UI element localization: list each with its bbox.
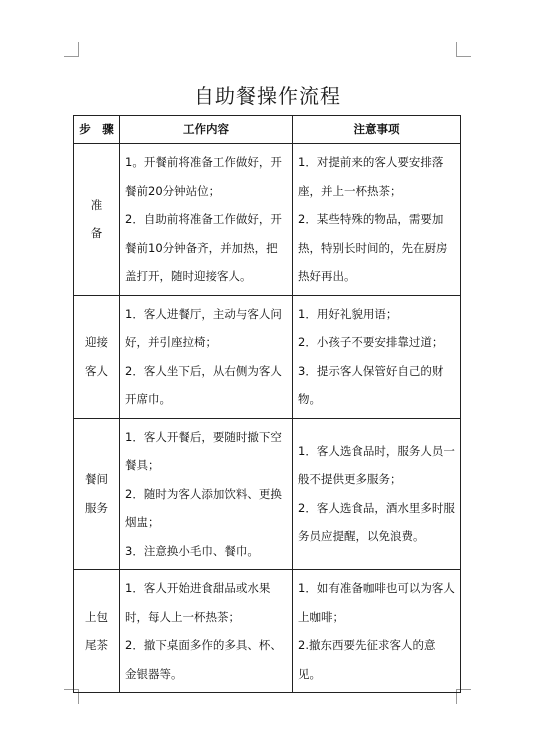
procedure-table: [73, 115, 461, 693]
step-label-line: 迎接: [85, 335, 108, 349]
table-row: [74, 144, 461, 296]
step-label-line: 上包: [85, 609, 108, 624]
notes-cell: [293, 144, 461, 296]
crop-mark-top-left: [64, 42, 79, 57]
work-cell: [120, 295, 293, 418]
step-label-line: 备: [90, 226, 103, 241]
notes-cell: [293, 570, 461, 693]
note-item: 2．小孩子不要安排靠过道；: [298, 335, 444, 349]
table-header-row: [74, 116, 461, 144]
step-cell: [74, 418, 120, 570]
work-item: 2．随时为客人添加饮料、更换烟盅；: [125, 486, 282, 529]
notes-cell: [293, 418, 461, 570]
step-label-line: 准: [90, 197, 103, 212]
note-item: 2．某些特殊的物品，需要加热，特别长时间的，先在厨房热好再出。: [298, 212, 448, 283]
work-item: 1．客人开餐后，要随时撤下空餐具；: [125, 429, 282, 472]
work-cell: [120, 144, 293, 296]
document-title: 自助餐操作流程: [194, 84, 341, 108]
note-item: 1．客人选食品时，服务人员一般不提供更多服务；: [298, 443, 455, 487]
work-item: 2．客人坐下后，从右侧为客人开席巾。: [125, 363, 282, 406]
note-item: 2．客人选食品，酒水里多时服务员应提醒，以免浪费。: [298, 500, 455, 544]
step-cell: [74, 144, 120, 296]
note-item: 1．如有准备咖啡也可以为客人上咖啡；: [298, 581, 455, 624]
step-label-line: 尾茶: [85, 638, 108, 652]
work-item: 2．撤下桌面多作的多具、杯、金银器等。: [125, 638, 282, 681]
note-item: 1．用好礼貌用语；: [298, 306, 398, 321]
note-item: 1．对提前来的客人要安排落座，并上一杯热茶；: [298, 155, 444, 198]
step-label-line: 餐间: [85, 472, 108, 487]
crop-mark-top-right: [456, 42, 471, 57]
step-cell: [74, 570, 120, 693]
step-cell: [74, 295, 120, 418]
table-row: [74, 570, 461, 693]
work-item: 3．注意换小毛巾、餐巾。: [125, 543, 259, 558]
note-item: 2.撤东西要先征求客人的意见。: [298, 638, 436, 681]
work-cell: [120, 570, 293, 693]
table-row: [74, 418, 461, 570]
work-cell: [120, 418, 293, 570]
step-label-line: 服务: [85, 500, 108, 515]
table-row: [74, 295, 461, 418]
work-item: 2．自助前将准备工作做好，开餐前10分钟备齐，并加热，把盖打开，随时迎接客人。: [125, 212, 282, 283]
header-work: 工作内容: [120, 116, 293, 144]
header-notes: 注意事项: [293, 116, 461, 144]
note-item: 3．提示客人保管好自己的财物。: [298, 363, 444, 406]
step-label-line: 客人: [85, 363, 108, 378]
header-step: 步 骤: [74, 116, 120, 144]
notes-cell: [293, 295, 461, 418]
work-item: 1．客人进餐厅，主动与客人问好，并引座拉椅；: [125, 306, 282, 349]
work-item: 1。开餐前将准备工作做好，开餐前20分钟站位；: [125, 155, 282, 198]
work-item: 1．客人开始进食甜品或水果时，每人上一杯热茶；: [125, 581, 271, 624]
